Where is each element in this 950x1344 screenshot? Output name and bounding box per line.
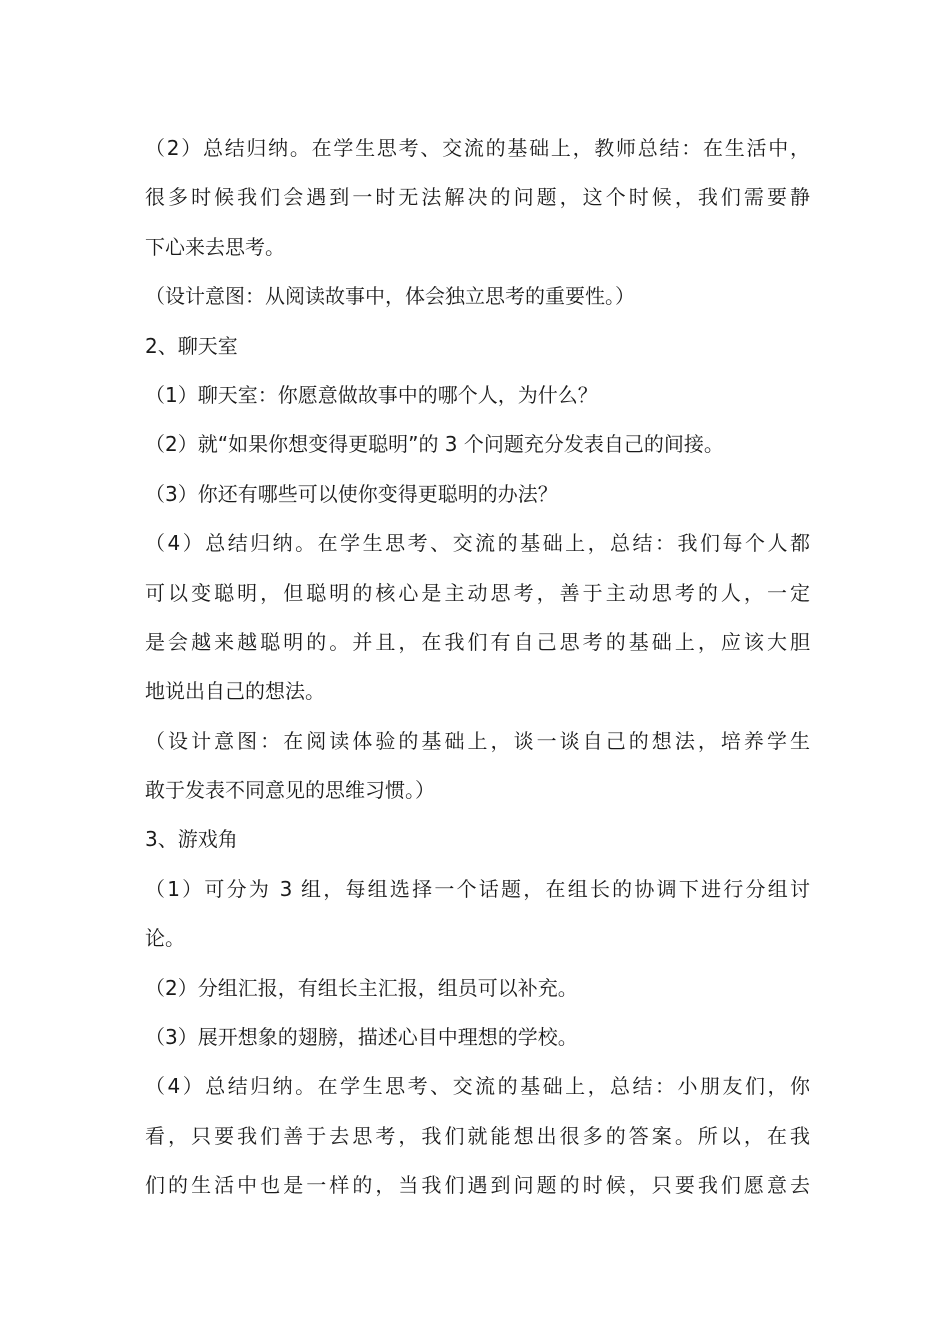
design-intent-note-2: （设计意图：在阅读体验的基础上，谈一谈自己的想法，培养学生 (145, 728, 810, 753)
text-line-17: 论。 (145, 926, 185, 951)
text-line-1: （2）总结归纳。在学生思考、交流的基础上，教师总结：在生活中， (145, 136, 810, 160)
text-line-2: 很多时候我们会遇到一时无法解决的问题，这个时候，我们需要静 (145, 185, 810, 210)
text-line-8: （3）你还有哪些可以使你变得更聪明的办法？ (145, 481, 558, 506)
text-line-18: （2）分组汇报，有组长主汇报，组员可以补充。 (145, 975, 578, 1000)
section-heading-chatroom: 2、聊天室 (145, 333, 238, 358)
text-line-22: 们的生活中也是一样的，当我们遇到问题的时候，只要我们愿意去 (145, 1173, 810, 1198)
text-line-9: （4）总结归纳。在学生思考、交流的基础上，总结：我们每个人都 (145, 531, 810, 556)
text-line-10: 可以变聪明，但聪明的核心是主动思考，善于主动思考的人，一定 (145, 580, 810, 605)
text-line-16: （1）可分为 3 组，每组选择一个话题，在组长的协调下进行分组讨 (145, 876, 810, 901)
text-line-14: 敢于发表不同意见的思维习惯。） (145, 778, 435, 803)
text-line-12: 地说出自己的想法。 (145, 679, 325, 704)
text-line-7: （2）就“如果你想变得更聪明”的 3 个问题充分发表自己的间接。 (145, 432, 724, 457)
text-line-21: 看，只要我们善于去思考，我们就能想出很多的答案。所以，在我 (145, 1123, 810, 1148)
document-body (145, 124, 810, 1211)
design-intent-note-1: （设计意图：从阅读故事中，体会独立思考的重要性。） (145, 284, 635, 309)
text-line-11: 是会越来越聪明的。并且，在我们有自己思考的基础上，应该大胆 (145, 629, 810, 654)
text-line-19: （3）展开想象的翅膀，描述心目中理想的学校。 (145, 1025, 578, 1050)
section-heading-game-corner: 3、游戏角 (145, 827, 238, 852)
text-line-20: （4）总结归纳。在学生思考、交流的基础上，总结：小朋友们，你 (145, 1074, 810, 1099)
text-line-6: （1）聊天室：你愿意做故事中的哪个人，为什么？ (145, 382, 598, 407)
text-line-3: 下心来去思考。 (145, 234, 285, 259)
